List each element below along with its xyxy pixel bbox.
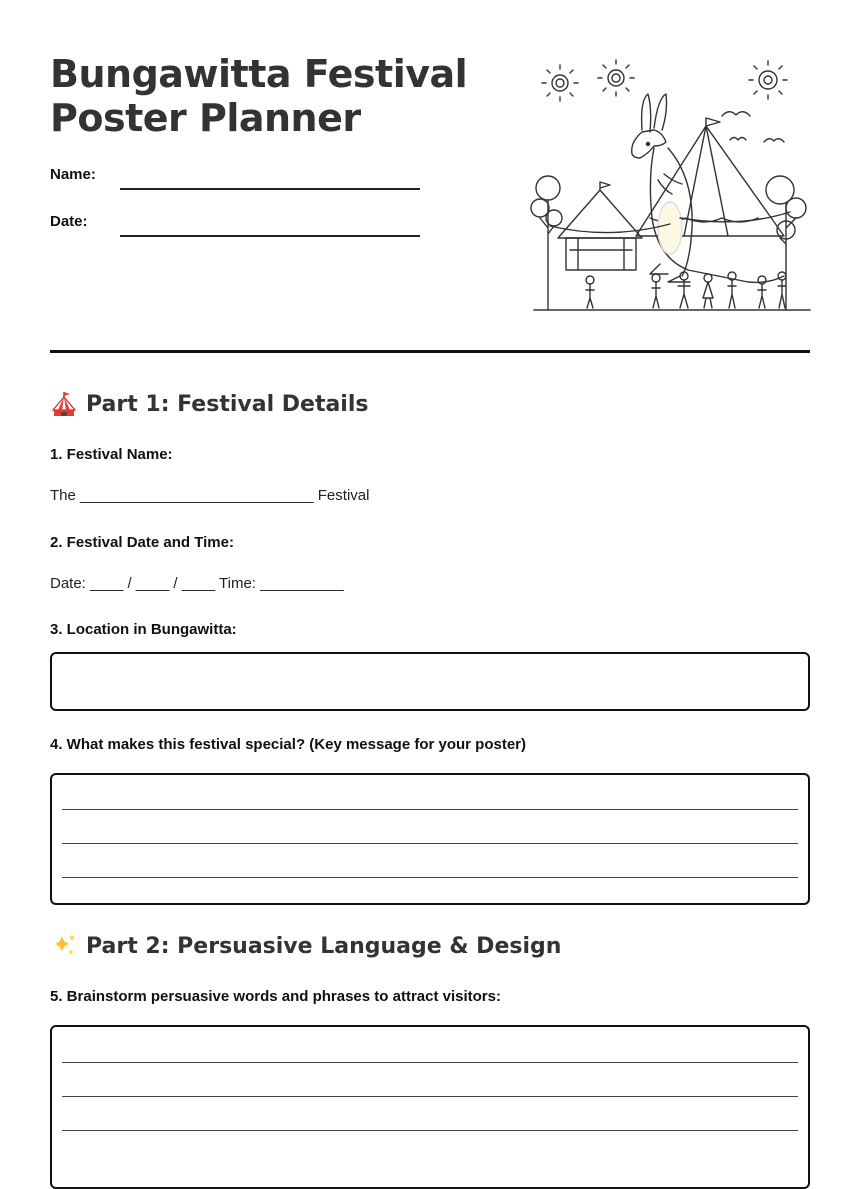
header-divider	[50, 350, 810, 353]
bird-icon	[722, 112, 750, 116]
date-label: Date:	[50, 213, 88, 230]
festival-name-blank[interactable]: The ____________________________ Festival	[50, 487, 370, 504]
title-line-1: Bungawitta Festival	[50, 52, 468, 96]
festival-date-time-blank[interactable]: Date: ____ / ____ / ____ Time: __________	[50, 575, 344, 592]
question-1-label: 1. Festival Name:	[50, 446, 173, 463]
crowd-icon	[586, 272, 786, 308]
location-answer-box[interactable]	[50, 652, 810, 711]
part2-title: Part 2: Persuasive Language & Design	[86, 933, 562, 959]
circus-tent-icon	[50, 390, 78, 418]
writing-line	[62, 1062, 798, 1063]
question-2-label: 2. Festival Date and Time:	[50, 534, 234, 551]
part1-heading	[50, 390, 369, 418]
writing-line	[62, 843, 798, 844]
tree-icon	[766, 176, 806, 310]
title-line-2: Poster Planner	[50, 96, 361, 140]
writing-line	[62, 1096, 798, 1097]
sparkles-icon	[50, 932, 78, 960]
name-field-row	[50, 166, 420, 190]
key-message-answer-box[interactable]	[50, 773, 810, 905]
bird-icon	[764, 139, 784, 142]
sun-icon	[749, 61, 787, 99]
part2-heading	[50, 932, 561, 960]
tent-icon	[558, 182, 642, 270]
name-field[interactable]	[120, 188, 420, 190]
writing-line	[62, 877, 798, 878]
part1-title: Part 1: Festival Details	[86, 391, 369, 417]
persuasive-words-answer-box[interactable]	[50, 1025, 810, 1189]
bird-icon	[730, 138, 746, 141]
kangaroo-festival-illustration	[530, 58, 814, 316]
name-label: Name:	[50, 166, 96, 183]
page-title	[50, 52, 467, 140]
writing-line	[62, 809, 798, 810]
tree-icon	[531, 176, 562, 310]
writing-line	[62, 1130, 798, 1131]
question-3-label: 3. Location in Bungawitta:	[50, 621, 237, 638]
question-4-label: 4. What makes this festival special? (Key message for your poster)	[50, 736, 527, 753]
date-field-row	[50, 213, 420, 237]
date-field[interactable]	[120, 235, 420, 237]
sun-icon	[598, 60, 634, 96]
sun-icon	[542, 65, 578, 101]
kangaroo-icon	[632, 94, 784, 282]
question-5-label: 5. Brainstorm persuasive words and phrases to attract visitors:	[50, 988, 501, 1005]
